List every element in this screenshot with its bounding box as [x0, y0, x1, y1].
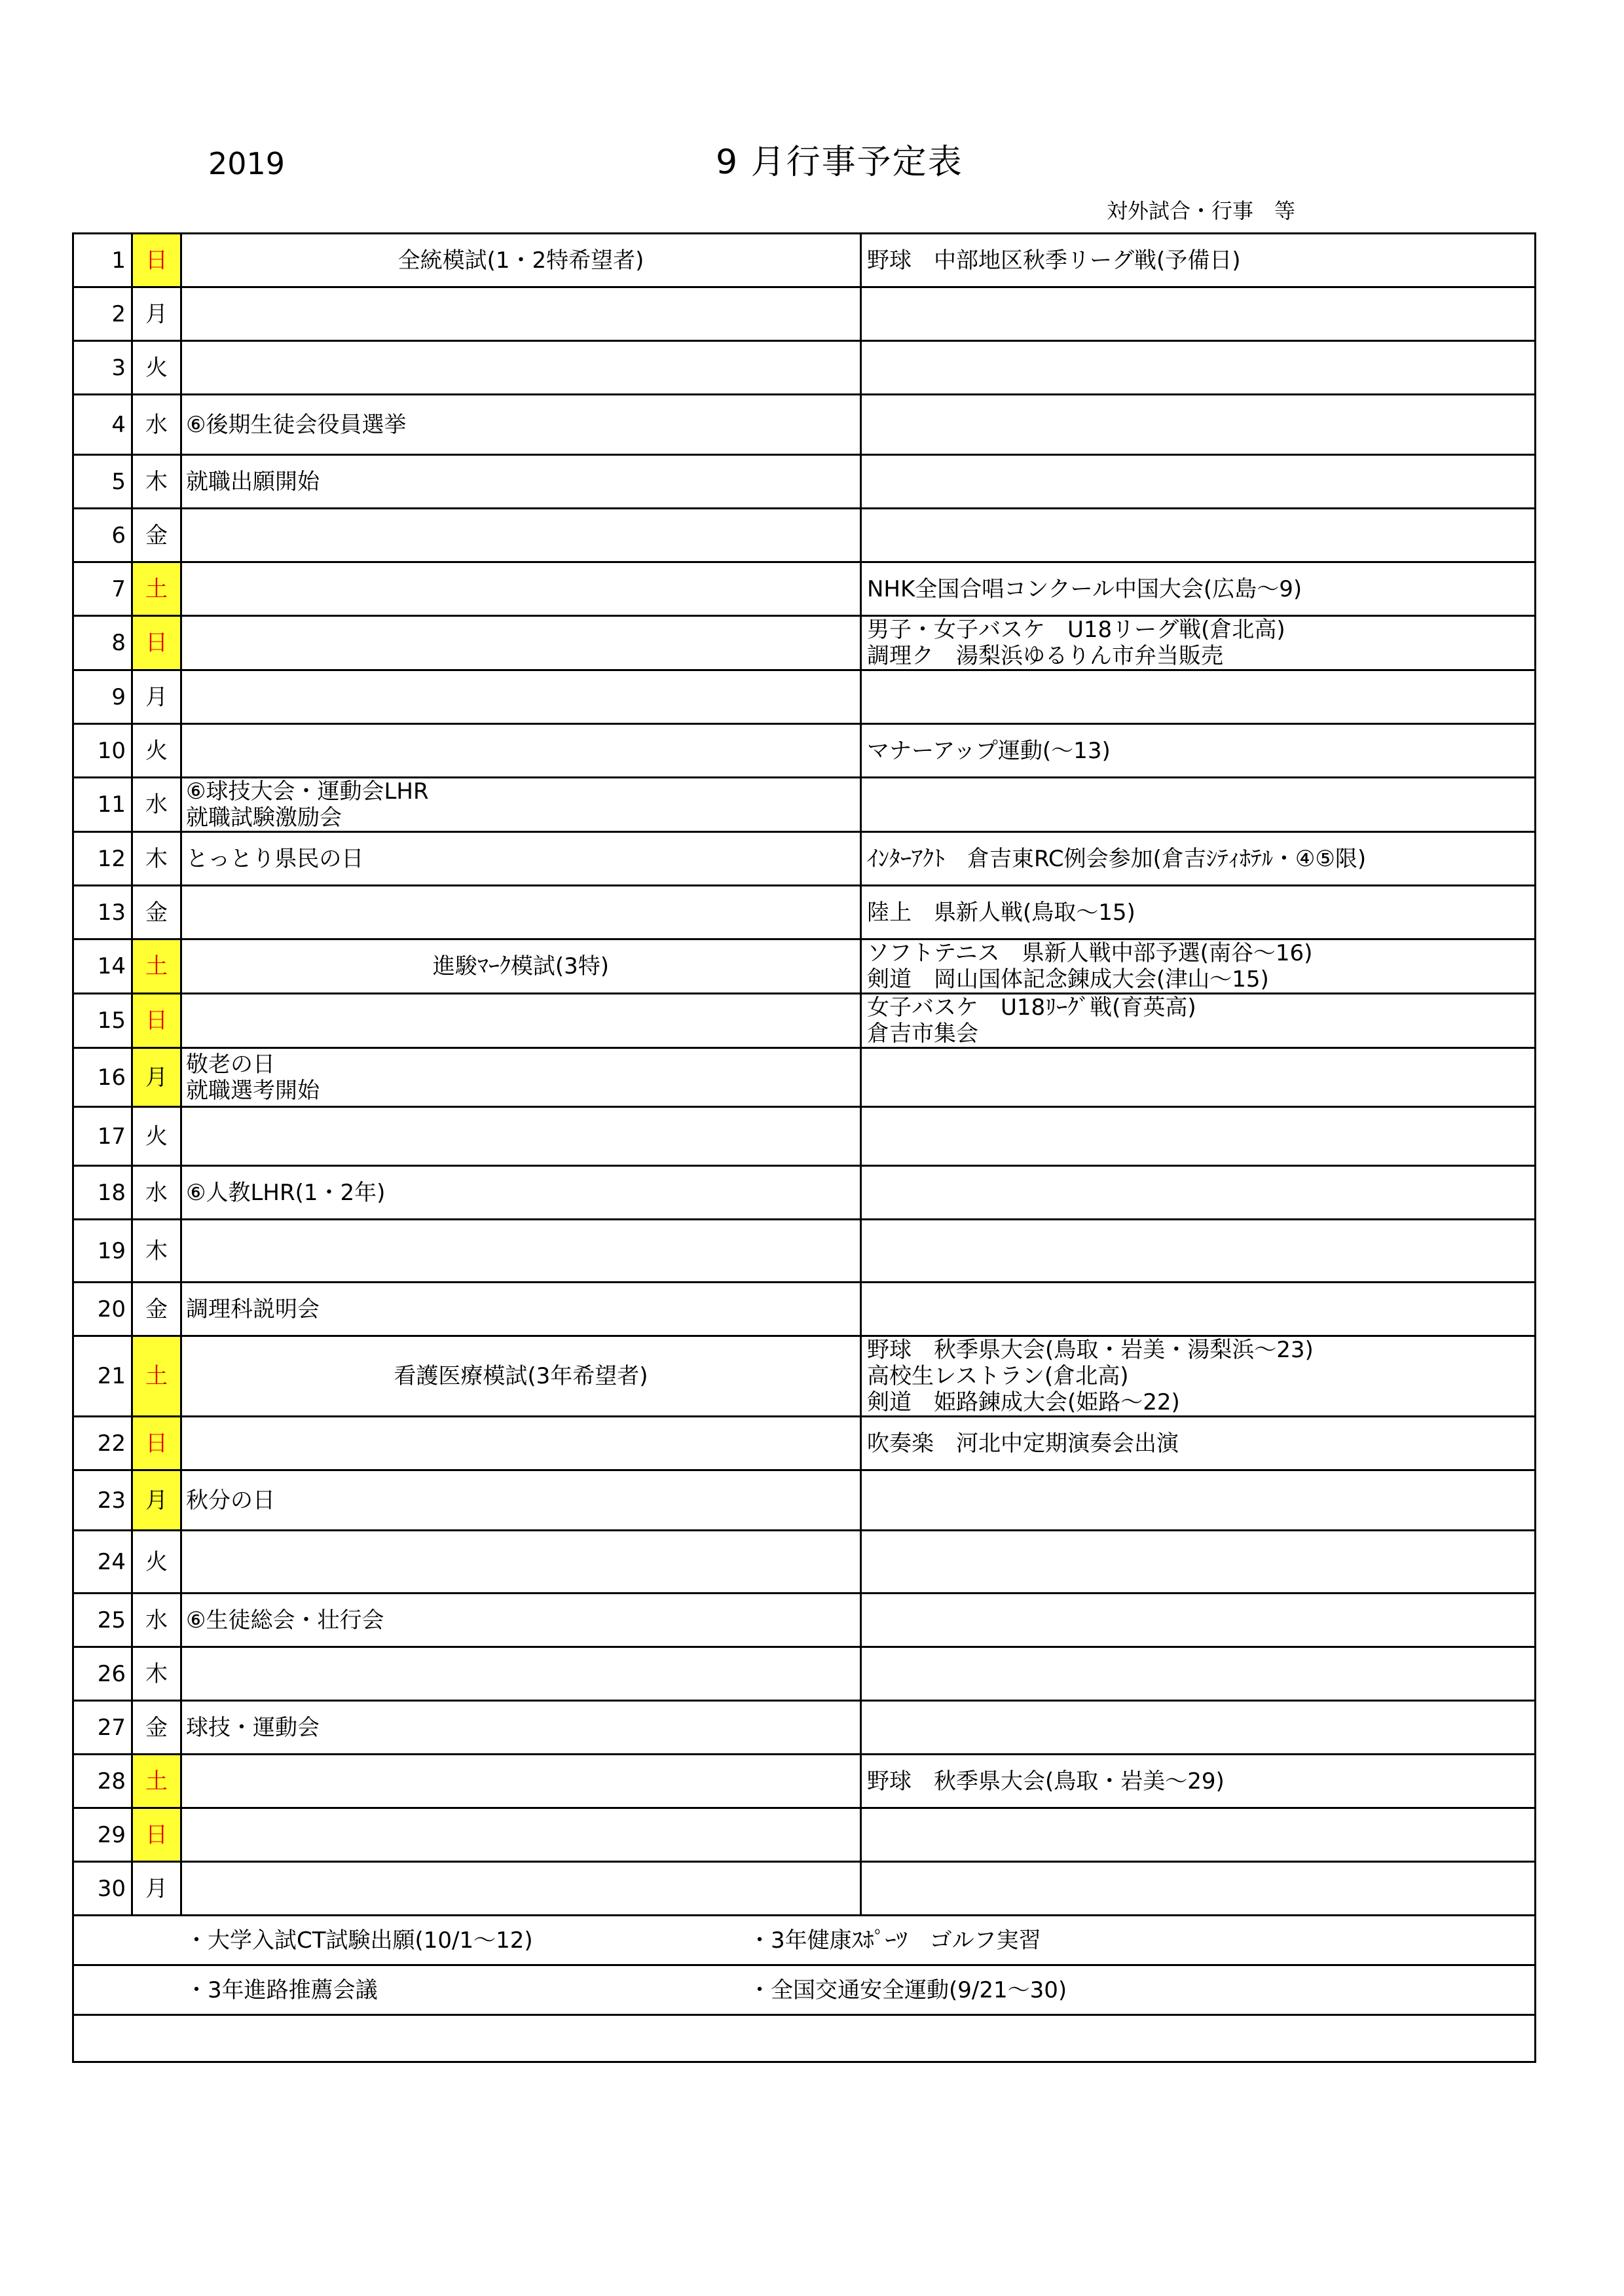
table-row: [73, 1283, 1536, 1336]
day-number: 22: [73, 1417, 132, 1470]
external-event-cell: [861, 455, 1536, 509]
school-event-cell: [181, 1470, 861, 1531]
external-event-cell: [861, 341, 1536, 395]
school-event-cell: [181, 724, 861, 778]
school-event: 全統模試(1・2特希望者): [397, 247, 644, 274]
table-row: [73, 1755, 1536, 1808]
external-event: 野球 中部地区秋季リーグ戦(予備日): [867, 247, 1241, 274]
day-of-week: [132, 1531, 181, 1594]
day-of-week-label: 木: [145, 1660, 168, 1687]
day-number: 15: [73, 994, 132, 1048]
day-number: 20: [73, 1283, 132, 1336]
day-of-week-label: 水: [145, 411, 168, 438]
day-of-week: [132, 1166, 181, 1220]
school-event-cell: [181, 994, 861, 1048]
day-of-week: [132, 287, 181, 341]
school-event-cell: [181, 1594, 861, 1647]
day-of-week: [132, 616, 181, 670]
external-event: 剣道 岡山国体記念錬成大会(津山～15): [867, 966, 1269, 993]
day-of-week-label: 土: [145, 575, 168, 602]
external-event-cell: [861, 509, 1536, 562]
day-number: 13: [73, 886, 132, 939]
day-of-week: [132, 939, 181, 994]
school-event-cell: [181, 1862, 861, 1916]
day-number: 8: [73, 616, 132, 670]
table-row: [73, 670, 1536, 724]
school-event-cell: [181, 616, 861, 670]
day-number: 17: [73, 1107, 132, 1166]
table-row: [73, 509, 1536, 562]
school-event-cell: [181, 1647, 861, 1701]
table-row: [73, 1470, 1536, 1531]
day-of-week-label: 火: [145, 737, 168, 764]
day-of-week-label: 火: [145, 354, 168, 381]
day-of-week-label: 月: [145, 1875, 168, 1902]
school-event: ⑥人教LHR(1・2年): [186, 1179, 386, 1206]
day-of-week-label: 日: [145, 630, 168, 656]
day-of-week-label: 土: [145, 953, 168, 979]
day-of-week: [132, 1755, 181, 1808]
day-number: 19: [73, 1220, 132, 1283]
day-of-week: [132, 724, 181, 778]
school-event-cell: [181, 1283, 861, 1336]
table-row: [73, 1531, 1536, 1594]
table-row: [73, 616, 1536, 670]
table-row: [73, 562, 1536, 616]
day-number: 25: [73, 1594, 132, 1647]
school-event-cell: [181, 1220, 861, 1283]
day-number: 18: [73, 1166, 132, 1220]
external-event: NHK全国合唱コンクール中国大会(広島～9): [867, 575, 1302, 602]
external-event-cell: [861, 778, 1536, 832]
table-row: [73, 778, 1536, 832]
table-row: [73, 1647, 1536, 1701]
school-event-cell: [181, 1701, 861, 1755]
day-of-week: [132, 234, 181, 287]
school-event-cell: [181, 1336, 861, 1417]
school-event-cell: [181, 341, 861, 395]
day-of-week-label: 月: [145, 683, 168, 710]
school-event-cell: [181, 778, 861, 832]
school-event-cell: [181, 1048, 861, 1107]
day-of-week-label: 金: [145, 899, 168, 926]
day-of-week: [132, 1336, 181, 1417]
day-number: 29: [73, 1808, 132, 1862]
note-cell: [73, 1916, 1536, 1965]
day-number: 26: [73, 1647, 132, 1701]
school-event: 秋分の日: [186, 1487, 275, 1514]
day-of-week: [132, 562, 181, 616]
note-right: ・全国交通安全運動(9/21～30): [748, 1977, 1067, 2003]
day-of-week: [132, 1647, 181, 1701]
day-of-week: [132, 886, 181, 939]
school-event-cell: [181, 1417, 861, 1470]
school-event: ⑥後期生徒会役員選挙: [186, 411, 407, 438]
school-event-cell: [181, 1808, 861, 1862]
external-event-cell: [861, 287, 1536, 341]
external-event-cell: [861, 1862, 1536, 1916]
table-row: [73, 994, 1536, 1048]
school-event: 就職試験激励会: [186, 805, 342, 831]
school-event-cell: [181, 1107, 861, 1166]
day-of-week-label: 木: [145, 1237, 168, 1264]
day-number: 11: [73, 778, 132, 832]
day-of-week-label: 日: [145, 247, 168, 274]
day-of-week-label: 木: [145, 468, 168, 495]
day-number: 1: [73, 234, 132, 287]
school-event: 調理科説明会: [186, 1296, 320, 1322]
note-cell: [73, 2015, 1536, 2062]
day-of-week-label: 金: [145, 1714, 168, 1741]
external-event: 倉吉市集会: [867, 1021, 978, 1047]
table-row: [73, 939, 1536, 994]
table-row: [73, 455, 1536, 509]
external-event-cell: [861, 832, 1536, 886]
day-of-week-label: 火: [145, 1548, 168, 1575]
day-number: 4: [73, 395, 132, 455]
external-event-cell: [861, 1808, 1536, 1862]
external-event-cell: [861, 1470, 1536, 1531]
external-event-cell: [861, 1531, 1536, 1594]
school-event-cell: [181, 670, 861, 724]
day-of-week-label: 日: [145, 1430, 168, 1457]
table-row: [73, 1166, 1536, 1220]
school-event-cell: [181, 1531, 861, 1594]
external-event: 陸上 県新人戦(鳥取～15): [867, 899, 1135, 926]
school-event: 就職選考開始: [186, 1077, 320, 1104]
school-event-cell: [181, 509, 861, 562]
day-of-week: [132, 1048, 181, 1107]
day-number: 7: [73, 562, 132, 616]
external-event-cell: [861, 1048, 1536, 1107]
external-event-cell: [861, 616, 1536, 670]
external-event-cell: [861, 234, 1536, 287]
table-row: [73, 1107, 1536, 1166]
day-of-week: [132, 1862, 181, 1916]
day-of-week-label: 月: [145, 1064, 168, 1091]
school-event-cell: [181, 1755, 861, 1808]
day-number: 30: [73, 1862, 132, 1916]
day-number: 12: [73, 832, 132, 886]
external-event-cell: [861, 994, 1536, 1048]
external-event: 吹奏楽 河北中定期演奏会出演: [867, 1430, 1179, 1457]
school-event: 看護医療模試(3年希望者): [394, 1363, 648, 1389]
external-event-cell: [861, 939, 1536, 994]
day-of-week: [132, 778, 181, 832]
external-event-cell: [861, 395, 1536, 455]
day-number: 9: [73, 670, 132, 724]
day-of-week: [132, 341, 181, 395]
external-event-cell: [861, 1417, 1536, 1470]
day-of-week-label: 金: [145, 1296, 168, 1322]
day-of-week-label: 水: [145, 1179, 168, 1206]
day-of-week-label: 土: [145, 1768, 168, 1795]
notes-row: [73, 1965, 1536, 2015]
table-row: [73, 1701, 1536, 1755]
day-of-week-label: 土: [145, 1363, 168, 1389]
note-left: ・3年進路推薦会議: [185, 1977, 378, 2003]
external-event-cell: [861, 1336, 1536, 1417]
day-number: 6: [73, 509, 132, 562]
table-row: [73, 1220, 1536, 1283]
table-row: [73, 341, 1536, 395]
day-number: 10: [73, 724, 132, 778]
school-event-cell: [181, 939, 861, 994]
day-of-week-label: 水: [145, 1607, 168, 1633]
day-of-week: [132, 994, 181, 1048]
school-event: とっとり県民の日: [186, 845, 364, 872]
table-row: [73, 886, 1536, 939]
table-row: [73, 1594, 1536, 1647]
day-of-week-label: 日: [145, 1008, 168, 1034]
day-number: 27: [73, 1701, 132, 1755]
day-number: 24: [73, 1531, 132, 1594]
day-of-week: [132, 832, 181, 886]
school-event: 球技・運動会: [186, 1714, 320, 1741]
table-row: [73, 1048, 1536, 1107]
external-event: マナーアップ運動(～13): [867, 737, 1111, 764]
school-event: 就職出願開始: [186, 468, 320, 495]
school-event: ⑥生徒総会・壮行会: [186, 1607, 384, 1633]
external-event: ソフトテニス 県新人戦中部予選(南谷～16): [867, 940, 1313, 966]
table-row: [73, 234, 1536, 287]
external-event: 高校生レストラン(倉北高): [867, 1363, 1129, 1389]
page-title: 9 月行事予定表: [716, 143, 963, 182]
day-number: 2: [73, 287, 132, 341]
external-event-cell: [861, 1107, 1536, 1166]
external-event-cell: [861, 1220, 1536, 1283]
day-number: 3: [73, 341, 132, 395]
table-row: [73, 832, 1536, 886]
day-number: 16: [73, 1048, 132, 1107]
day-of-week: [132, 1220, 181, 1283]
school-event-cell: [181, 1166, 861, 1220]
day-of-week: [132, 455, 181, 509]
day-of-week: [132, 1470, 181, 1531]
day-of-week: [132, 1594, 181, 1647]
table-row: [73, 1862, 1536, 1916]
school-event-cell: [181, 832, 861, 886]
table-row: [73, 1808, 1536, 1862]
day-of-week: [132, 1283, 181, 1336]
day-of-week-label: 月: [145, 1487, 168, 1514]
day-of-week: [132, 1107, 181, 1166]
school-event-cell: [181, 562, 861, 616]
table-row: [73, 395, 1536, 455]
table-row: [73, 1336, 1536, 1417]
day-number: 23: [73, 1470, 132, 1531]
notes-row: [73, 1916, 1536, 1965]
external-event-cell: [861, 724, 1536, 778]
day-of-week-label: 水: [145, 792, 168, 818]
external-event-cell: [861, 1701, 1536, 1755]
day-of-week-label: 金: [145, 522, 168, 549]
external-event: ｲﾝﾀｰｱｸﾄ 倉吉東RC例会参加(倉吉ｼﾃｨﾎﾃﾙ・④⑤限): [867, 845, 1367, 872]
note-right: ・3年健康ｽﾎﾟｰﾂ ゴルフ実習: [748, 1927, 1041, 1954]
day-of-week-label: 日: [145, 1821, 168, 1848]
external-events-heading: 対外試合・行事 等: [1107, 198, 1296, 223]
external-event-cell: [861, 1594, 1536, 1647]
external-event-cell: [861, 1166, 1536, 1220]
school-event-cell: [181, 287, 861, 341]
school-event-cell: [181, 234, 861, 287]
day-of-week-label: 火: [145, 1123, 168, 1150]
table-row: [73, 724, 1536, 778]
notes-row: [73, 2015, 1536, 2062]
school-event-cell: [181, 455, 861, 509]
day-number: 28: [73, 1755, 132, 1808]
schedule-table: [72, 232, 1536, 2063]
school-event: 進駿ﾏｰｸ模試(3特): [432, 953, 610, 979]
school-event: 敬老の日: [186, 1051, 275, 1078]
day-number: 21: [73, 1336, 132, 1417]
school-event-cell: [181, 395, 861, 455]
external-event: 女子バスケ U18ﾘｰｸﾞ戦(育英高): [867, 994, 1196, 1021]
external-event: 野球 秋季県大会(鳥取・岩美・湯梨浜～23): [867, 1337, 1314, 1363]
year-label: 2019: [208, 146, 286, 181]
external-event-cell: [861, 886, 1536, 939]
external-event-cell: [861, 562, 1536, 616]
table-row: [73, 287, 1536, 341]
day-of-week: [132, 1701, 181, 1755]
external-event-cell: [861, 1647, 1536, 1701]
note-cell: [73, 1965, 1536, 2015]
day-number: 14: [73, 939, 132, 994]
table-row: [73, 1417, 1536, 1470]
day-number: 5: [73, 455, 132, 509]
school-event: ⑥球技大会・運動会LHR: [186, 778, 429, 805]
day-of-week-label: 木: [145, 845, 168, 872]
day-of-week: [132, 395, 181, 455]
external-event-cell: [861, 1755, 1536, 1808]
schedule-body: [73, 234, 1536, 2062]
external-event: 野球 秋季県大会(鳥取・岩美～29): [867, 1768, 1225, 1795]
external-event: 調理ク 湯梨浜ゆるりん市弁当販売: [867, 643, 1223, 669]
day-of-week: [132, 1808, 181, 1862]
day-of-week: [132, 670, 181, 724]
day-of-week-label: 月: [145, 301, 168, 327]
school-event-cell: [181, 886, 861, 939]
external-event: 男子・女子バスケ U18リーグ戦(倉北高): [867, 617, 1285, 643]
day-of-week: [132, 1417, 181, 1470]
external-event-cell: [861, 670, 1536, 724]
external-event-cell: [861, 1283, 1536, 1336]
day-of-week: [132, 509, 181, 562]
note-left: ・大学入試CT試験出願(10/1～12): [185, 1927, 533, 1954]
external-event: 剣道 姫路錬成大会(姫路～22): [867, 1389, 1180, 1415]
